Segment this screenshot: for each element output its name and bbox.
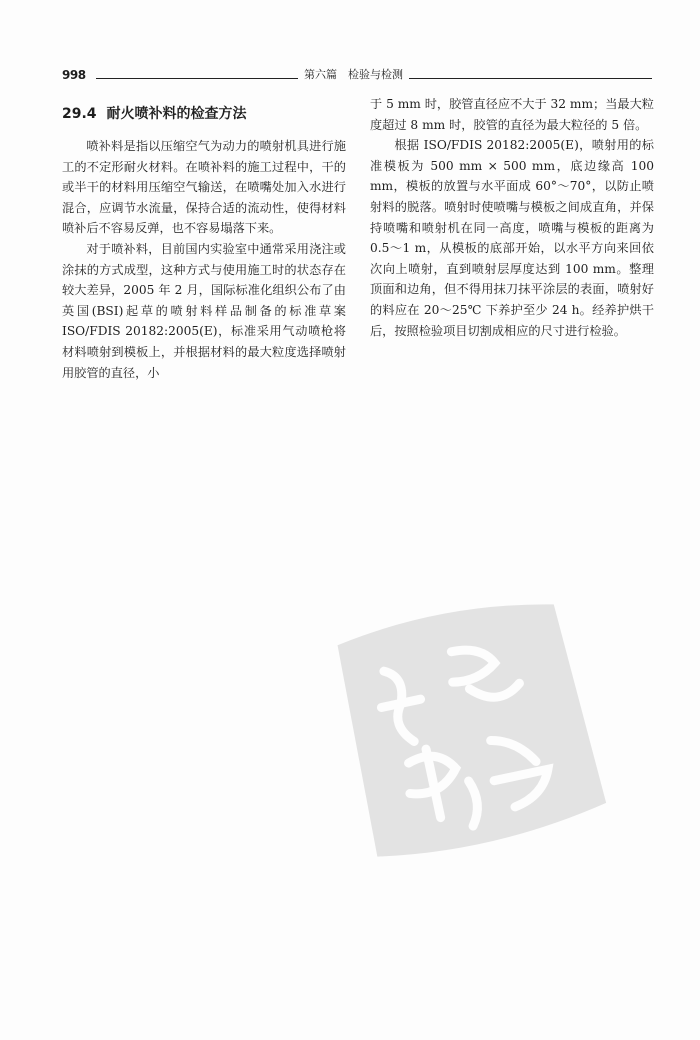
right-column	[370, 94, 654, 341]
page-header	[62, 66, 652, 86]
running-title: 第六篇 检验与检测	[298, 66, 409, 82]
paragraph-1: 喷补料是指以压缩空气为动力的喷射机具进行施工的不定形耐火材料。在喷补料的施工过程中，干的或半干的材料用压缩空气输送，在喷嘴处加入水进行混合，应调节水流量，保持合适的流动性，使得材料喷补后不容易反弹，也不容易塌落下来。	[62, 139, 346, 236]
section-heading	[62, 104, 346, 124]
paragraph-2: 对于喷补料，目前国内实验室中通常采用浇注或涂抹的方式成型，这种方式与使用施工时的状态存在较大差异，2005 年 2 月，国际标准化组织公布了由英国(BSI)起草的喷射料样品制备的标准草案 ISO/FDIS 20182:2005(E)，标准采用气动喷枪将材料喷射到模板上，并根据材料的最大粒度选择喷射用胶管的直径，小	[62, 241, 346, 380]
paragraph-3: 根据 ISO/FDIS 20182:2005(E)，喷射用的标准模板为 500 mm × 500 mm，底边缘高 100 mm，模板的放置与水平面成 60°～70°，以防止喷射料的脱落。喷射时使喷嘴与模板之间成直角，并保持喷嘴和喷射机在同一高度，喷嘴与模板的距离为 0.5～1 m，从模板的底部开始，以水平方向来回依次向上喷射，直到喷射层厚度达到 100 mm。整理顶面和边角，但不得用抹刀抹平涂层的表面，喷射好的料应在 20～25℃ 下养护至少 24 h。经养护烘干后，按照检验项目切割成相应的尺寸进行检验。	[370, 138, 654, 338]
section-title: 耐火喷补料的检查方法	[106, 106, 247, 122]
section-number: 29.4	[62, 106, 97, 122]
library-seal-stamp-icon	[318, 580, 618, 880]
paragraph-2-continued: 于 5 mm 时，胶管直径应不大于 32 mm；当最大粒度超过 8 mm 时，胶管的直径为最大粒径的 5 倍。	[370, 97, 654, 132]
left-column	[62, 94, 346, 383]
page-number: 998	[62, 68, 86, 82]
